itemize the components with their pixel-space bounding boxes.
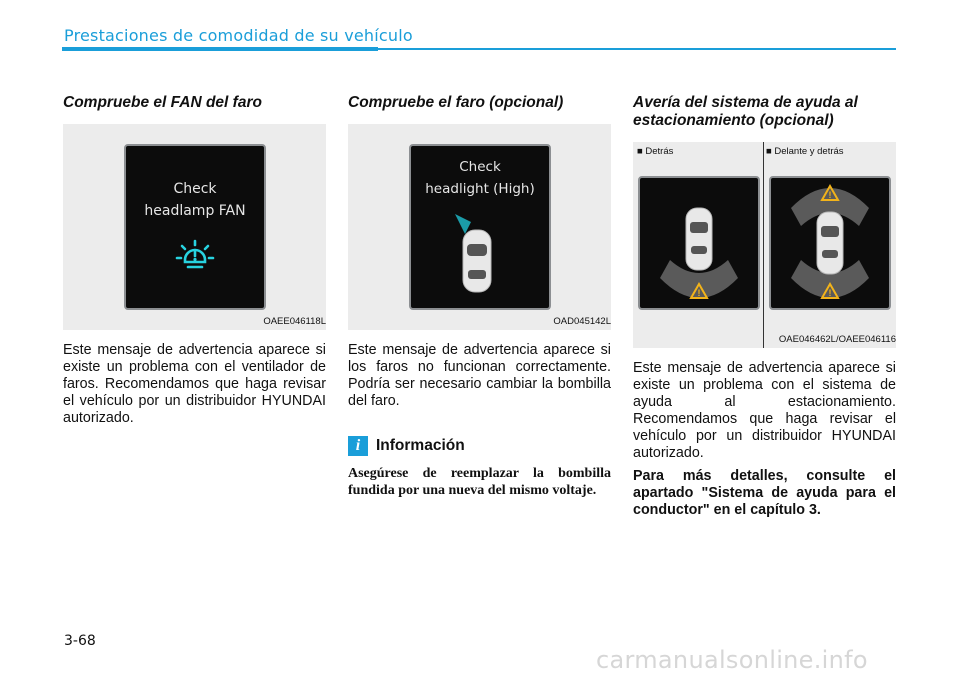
figure-code: OAEE046118L xyxy=(263,316,326,327)
info-title: Información xyxy=(376,437,465,454)
label-front-rear: ■ Delante y detrás xyxy=(766,146,844,157)
headlamp-fan-display xyxy=(124,144,266,310)
front-rear-sensor-display xyxy=(769,176,891,310)
heading-line-1: Avería del sistema de ayuda al xyxy=(633,94,858,111)
headlight-figure xyxy=(348,124,611,330)
screen-check-text: Check xyxy=(173,181,217,197)
section-title: Prestaciones de comodidad de su vehículo xyxy=(64,26,413,45)
parking-assist-heading xyxy=(633,94,896,130)
page-number: 3-68 xyxy=(64,633,96,649)
headlamp-fan-warning-icon xyxy=(174,238,216,278)
headlamp-fan-heading: Compruebe el FAN del faro xyxy=(63,94,262,111)
rear-sensor-display xyxy=(638,176,760,310)
figure-code: OAE046462L/OAEE046116 xyxy=(778,334,896,345)
info-body: Asegúrese de reemplazar la bombilla fundida por una nueva del mismo voltaje. xyxy=(348,466,611,498)
watermark: carmanualsonline.info xyxy=(596,646,868,674)
column-headlamp-fan xyxy=(63,94,326,427)
info-header xyxy=(348,436,611,456)
headlight-heading: Compruebe el faro (opcional) xyxy=(348,94,564,111)
svg-text:!: ! xyxy=(697,288,701,298)
svg-text:!: ! xyxy=(828,288,832,298)
screen-check-text: Check xyxy=(459,159,501,175)
screen-headlight-high-text: headlight (High) xyxy=(425,181,535,197)
headlight-display xyxy=(409,144,551,310)
screen-headlamp-fan-text: headlamp FAN xyxy=(144,203,246,219)
rear-parking-diagram xyxy=(640,178,758,308)
column-parking-assist xyxy=(633,94,896,519)
figure-divider xyxy=(763,142,764,348)
front-rear-parking-diagram xyxy=(771,178,889,308)
info-icon: i xyxy=(348,436,368,456)
header-accent-bar xyxy=(62,47,378,51)
figure-code: OAD045142L xyxy=(553,316,611,327)
headlamp-fan-figure xyxy=(63,124,326,330)
car-top-view-icon xyxy=(449,212,499,302)
label-rear: ■ Detrás xyxy=(637,146,674,157)
parking-assist-figure xyxy=(633,142,896,348)
header-rule xyxy=(378,48,896,50)
parking-assist-reference: Para más detalles, consulte el apartado "Sistema de ayuda para el conductor" en el capítulo 3. xyxy=(633,468,896,518)
parking-assist-body: Este mensaje de advertencia aparece si existe un problema con el sistema de ayuda al estacionamiento. Recomendamos que haga revisar el vehículo por un distribuidor HYUNDAI autorizado. xyxy=(633,360,896,461)
svg-text:!: ! xyxy=(828,190,832,200)
headlamp-fan-body: Este mensaje de advertencia aparece si existe un problema con el ventilador de faros. Recomendamos que haga revisar el vehículo por un distribuidor HYUNDAI autorizado. xyxy=(63,342,326,426)
column-headlight xyxy=(348,94,611,499)
heading-line-2: estacionamiento (opcional) xyxy=(633,112,834,129)
headlight-body: Este mensaje de advertencia aparece si los faros no funcionan correctamente. Podría ser necesario cambiar la bombilla del faro. xyxy=(348,342,611,409)
